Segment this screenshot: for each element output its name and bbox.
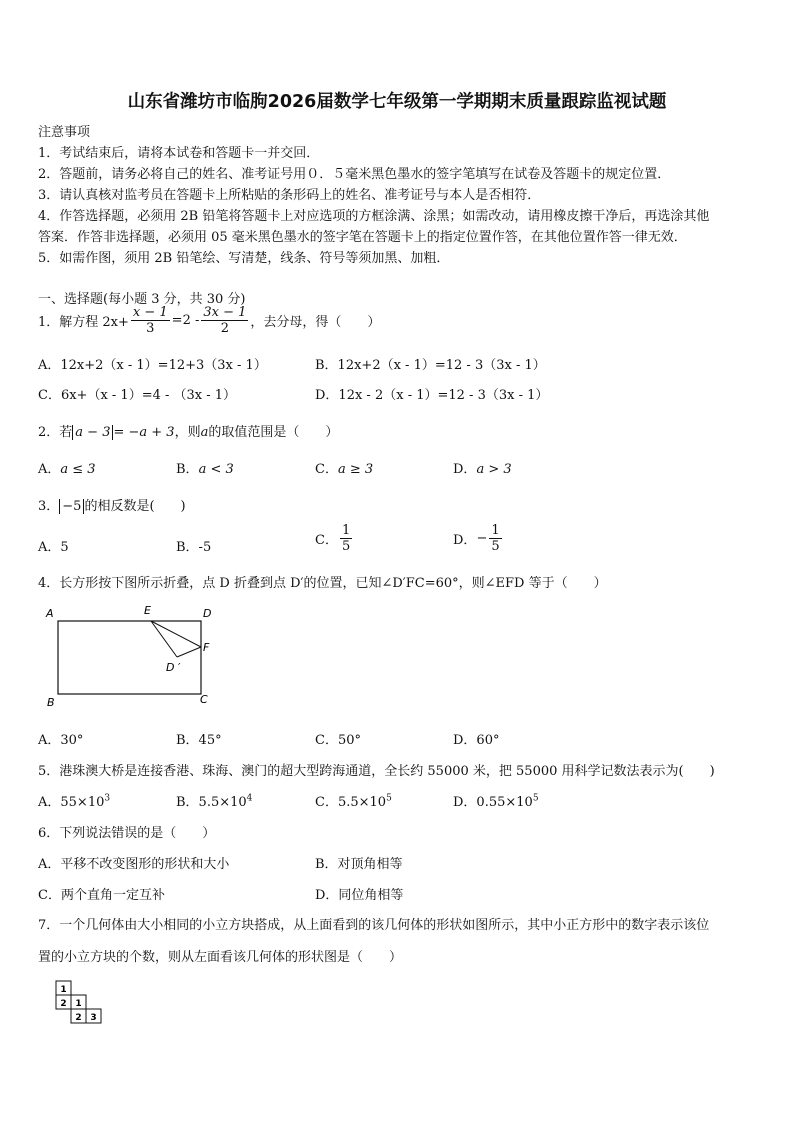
fraction-denominator: 3: [146, 321, 155, 336]
segment-fd-prime: [177, 647, 201, 657]
label-c: C: [200, 693, 208, 706]
grid-cell-value: 3: [90, 1013, 97, 1023]
q2-option-d: D．a > 3: [453, 462, 512, 477]
q2-abs-expression: a − 3: [72, 425, 113, 440]
rectangle-abcd: [58, 621, 201, 694]
notice-item: 2．答题前，请务必将自己的姓名、准考证号用０．５毫米黑色墨水的签字笔填写在试卷及答题卡的规定位置．: [38, 167, 671, 182]
q6-option-c: C．两个直角一定互补: [38, 888, 165, 903]
label-f: F: [203, 641, 210, 654]
notice-heading: 注意事项: [38, 125, 91, 140]
q4-rectangle-figure: [40, 600, 220, 710]
notice-item: 5．如需作图，须用 2B 铅笔绘、写清楚，线条、符号等须加黑、加粗．: [38, 251, 450, 266]
question-5: 5．港珠澳大桥是连接香港、珠海、澳门的超大型跨海通道，全长约 55000 米，把 55000 用科学记数法表示为( ): [38, 764, 715, 779]
fraction-numerator: x − 1: [132, 305, 168, 320]
label-b: B: [47, 696, 55, 709]
q1-option-c: C．6x+（x - 1）=4 - （3x - 1）: [38, 388, 237, 403]
fold-line-ef: [151, 621, 201, 647]
q4-option-a: A．30°: [38, 733, 84, 748]
q4-option-d: D．60°: [453, 733, 500, 748]
question-4: 4．长方形按下图所示折叠，点 D 折叠到点 D′的位置，已知∠D′FC=60°，则∠EFD 等于（ ）: [38, 576, 607, 591]
question-3: [38, 495, 186, 514]
notice-item: 答案．作答非选择题，必须用 05 毫米黑色墨水的签字笔在答题卡上的指定位置作答，在其他位置作答一律无效．: [38, 230, 687, 245]
q3-option-a: A．5: [38, 540, 69, 555]
question-7-line-2: 置的小立方块的个数，则从左面看该几何体的形状图是（ ）: [38, 950, 403, 965]
fraction-numerator: 3x − 1: [203, 305, 247, 320]
q2-prefix: 2．若: [38, 425, 73, 440]
q4-option-b: B．45°: [176, 733, 222, 748]
q1-fraction-2: [201, 305, 248, 336]
q1-mid: =2 -: [171, 313, 200, 328]
q5-option-d: D．$0.55\times 10^5$: [453, 793, 539, 810]
grid-cell-value: 1: [60, 985, 67, 995]
q6-option-a: A．平移不改变图形的形状和大小: [38, 857, 230, 872]
q2-suffix: 的取值范围是（ ）: [208, 425, 339, 440]
q3-suffix: 的相反数是( ): [84, 499, 186, 514]
page-title: 山东省潍坊市临朐2026届数学七年级第一学期期末质量跟踪监视试题: [127, 92, 667, 112]
q2-variable: a: [200, 425, 209, 440]
q2-option-b: B．a < 3: [176, 462, 234, 477]
q2-option-a: A．a ≤ 3: [38, 462, 96, 477]
grid-cell-value: 2: [75, 1013, 82, 1023]
question-2: [38, 421, 338, 440]
q5-option-b: B．$5.5\times 10^4$: [176, 793, 253, 810]
q1-suffix: ，去分母，得（ ）: [250, 315, 381, 330]
q3-option-b: B．-5: [176, 540, 212, 555]
q4-option-c: C．50°: [315, 733, 361, 748]
section-heading: 一、选择题(每小题 3 分，共 30 分): [38, 292, 246, 307]
label-d-prime: D ′: [166, 661, 181, 674]
q1-fraction-1: [131, 305, 170, 336]
q3-option-d: D． − $\frac{1}{5}$: [453, 523, 500, 554]
q2-option-c: C．a ≥ 3: [315, 462, 374, 477]
q1-option-a: A．12x+2（x - 1）=12+3（3x - 1）: [38, 358, 267, 373]
q5-option-c: C．$5.5\times 10^5$: [315, 793, 392, 810]
q6-option-d: D．同位角相等: [315, 888, 404, 903]
grid-cell-value: 2: [60, 999, 67, 1009]
q7-top-view-grid: [54, 979, 114, 1027]
q2-mid: ，则: [174, 425, 201, 440]
label-e: E: [144, 604, 151, 617]
question-7-line-1: 7．一个几何体由大小相同的小立方块搭成，从上面看到的该几何体的形状如图所示，其中小正方形中的数字表示该位: [38, 918, 710, 933]
grid-cell-value: 1: [75, 999, 82, 1009]
q2-equation: = −a + 3: [113, 425, 175, 440]
notice-item: 4．作答选择题，必须用 2B 铅笔将答题卡上对应选项的方框涂满、涂黑；如需改动，请用橡皮擦干净后，再选涂其他: [38, 209, 710, 224]
label-d: D: [203, 607, 212, 620]
q1-option-d: D．12x - 2（x - 1）=12 - 3（3x - 1）: [315, 388, 549, 403]
q5-option-a: A．$55\times 10^3$: [38, 793, 111, 810]
q3-option-c: C． 1 5: [315, 523, 351, 554]
q1-option-b: B．12x+2（x - 1）=12 - 3（3x - 1）: [315, 358, 546, 373]
label-a: A: [46, 607, 54, 620]
fraction-denominator: 2: [220, 321, 230, 336]
question-1: [38, 305, 380, 336]
notice-item: 3．请认真核对监考员在答题卡上所粘贴的条形码上的姓名、准考证号与本人是否相符．: [38, 188, 541, 203]
q1-prefix: 1．解方程 2x+: [38, 315, 129, 330]
q3-prefix: 3．: [38, 499, 60, 514]
notice-item: 1．考试结束后，请将本试卷和答题卡一并交回．: [38, 146, 320, 161]
question-6: 6．下列说法错误的是（ ）: [38, 826, 216, 841]
q3-abs-expression: −5: [59, 499, 84, 514]
segment-ed-prime: [151, 621, 177, 657]
q6-option-b: B．对顶角相等: [315, 857, 403, 872]
